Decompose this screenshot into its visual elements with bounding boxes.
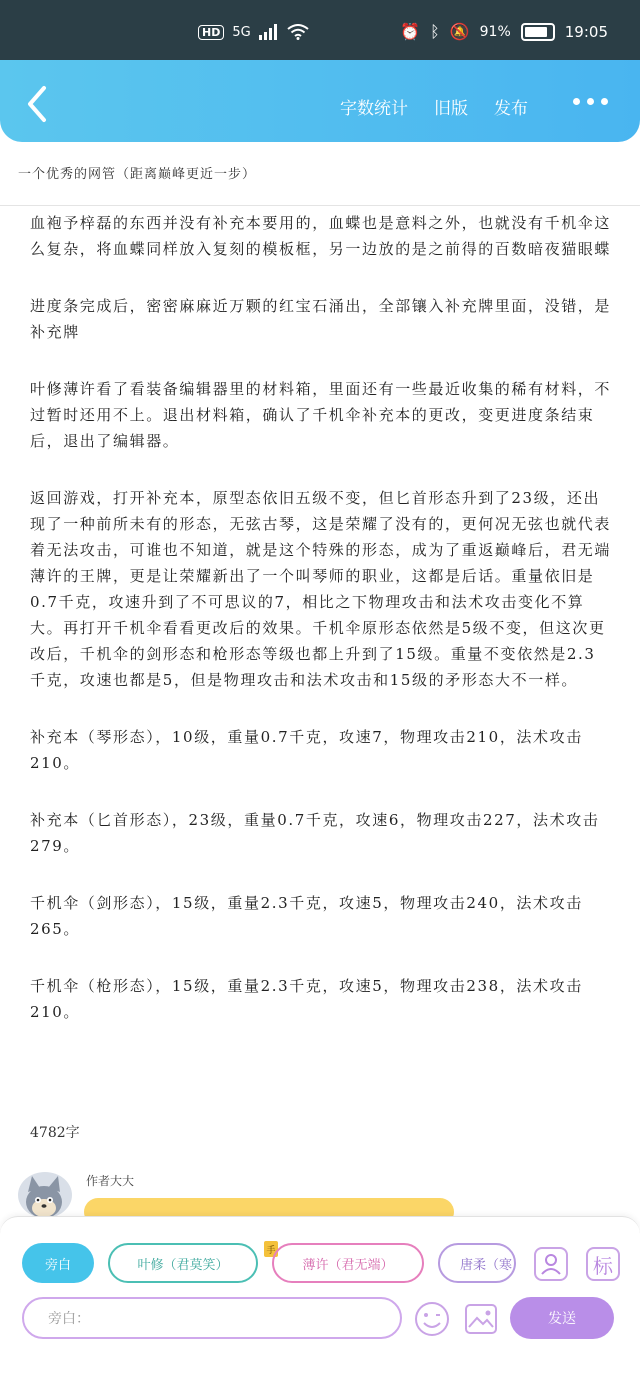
battery-icon [521,23,555,41]
paragraph: 千机伞（枪形态），15级，重量2.3千克，攻速5，物理攻击238，法术攻击210。 [30,977,583,1021]
image-icon[interactable] [464,1303,498,1335]
story-content [30,210,612,1056]
label-button[interactable] [586,1247,620,1281]
header-menu [340,94,528,119]
character-chip-narrator[interactable]: 旁白 [22,1243,94,1283]
character-chip-bo-xu[interactable]: 薄许（君无端） [272,1243,424,1283]
status-bar [0,0,640,60]
publish-button[interactable]: 发布 [494,99,528,119]
input-placeholder: 旁白： [48,1311,90,1327]
paragraph: 血袍予梓磊的东西并没有补充本要用的，血蝶也是意料之外，也就没有千机伞这么复杂，将血蝶同样放入复刻的模板框，另一边放的是之前得的百数暗夜猫眼蝶 [30,214,612,258]
bottom-input-panel [0,1216,640,1341]
paragraph: 返回游戏，打开补充本，原型态依旧五级不变，但匕首形态升到了23级，还出现了一种前所未有的形态，无弦古琴，这是荣耀了没有的，更何况无弦也就代表着无法攻击，可谁也不知道，就是这个特殊的形态，成为了重返巅峰后，君无端薄许的王牌，更是让荣耀新出了一个叫琴师的职业，这都是后话。重量依旧是0.7千克，攻速升到了不可思议的7，相比之下物理攻击和法术攻击变化不算大。再打开千机伞看看更改后的效果。千机伞原形态依然是5级不变，但这次更改后，千机伞的剑形态和枪形态等级也都上升到了15级。重量不变依然是2.3千克，攻速也都是5，但是物理攻击和法术攻击和15级的矛形态大不一样。 [30,489,612,689]
battery-percent: 91% [479,23,511,40]
back-arrow-icon[interactable] [22,84,52,124]
word-stats-button[interactable]: 字数统计 [340,99,408,119]
word-count: 4782字 [30,1125,80,1141]
character-profile-button[interactable] [534,1247,568,1281]
label-text: 标 [593,1253,613,1278]
divider [0,205,640,206]
more-icon[interactable] [573,98,608,105]
character-chip-ye-xiu[interactable]: 叶修（君莫笑） [108,1243,258,1283]
app-header [0,60,640,142]
mute-icon: 🔕 [449,22,470,41]
message-input[interactable] [22,1297,402,1339]
chapter-subtitle: 一个优秀的网管（距离巅峰更近一步） [18,167,257,182]
wifi-icon [287,24,309,40]
clock: 19:05 [564,22,608,41]
send-button[interactable]: 发送 [510,1297,614,1339]
author-label: 作者大大 [86,1174,135,1188]
network-indicator: 5G [232,24,251,40]
character-chip-tang-rou[interactable]: 唐柔（寒 [438,1243,516,1283]
system-nav-bar [0,1340,640,1386]
cat-avatar-icon [18,1172,72,1218]
paragraph: 进度条完成后，密密麻麻近万颗的红宝石涌出，全部镶入补充牌里面，没错，是补充牌 [30,297,612,341]
paragraph: 补充本（琴形态），10级，重量0.7千克，攻速7，物理攻击210，法术攻击210。 [30,728,583,772]
hd-indicator: HD [198,25,224,40]
hand-tag: 手 [264,1241,278,1257]
status-left [198,24,309,40]
emoji-icon[interactable] [414,1301,450,1337]
author-avatar[interactable] [18,1172,72,1218]
signal-icon [259,24,279,40]
paragraph: 叶修薄许看了看装备编辑器里的材料箱，里面还有一些最近收集的稀有材料，不过暂时还用不上。退出材料箱，确认了千机伞补充本的更改，变更进度条结束后，退出了编辑器。 [30,380,612,450]
paragraph: 千机伞（剑形态），15级，重量2.3千克，攻速5，物理攻击240，法术攻击265。 [30,894,583,938]
status-right [400,22,608,41]
bluetooth-icon: ᛒ [430,22,440,41]
person-icon [540,1252,562,1276]
old-version-button[interactable]: 旧版 [434,99,468,119]
paragraph: 补充本（匕首形态），23级，重量0.7千克，攻速6，物理攻击227，法术攻击279。 [30,811,600,855]
alarm-icon: ⏰ [400,22,421,41]
